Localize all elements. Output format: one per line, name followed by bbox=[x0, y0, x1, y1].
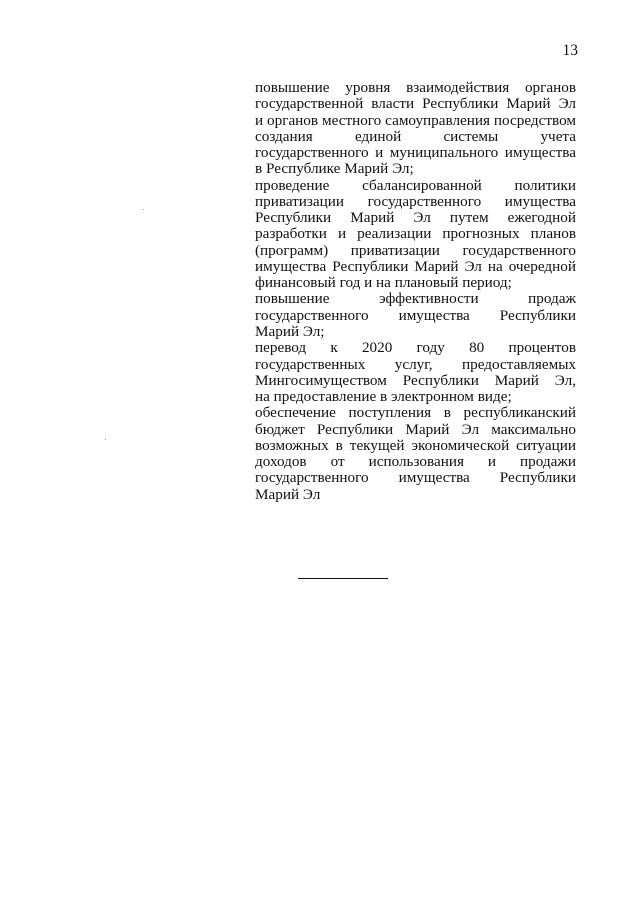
text-line: возможных в текущей экономической ситуации bbox=[255, 436, 576, 454]
text-line: приватизации государственного имущества bbox=[255, 192, 576, 210]
text-line: государственного и муниципального имущества bbox=[255, 144, 576, 162]
text-line: государственной власти Республики Марий Эл bbox=[255, 95, 576, 113]
text-line: разработки и реализации прогнозных планов bbox=[255, 225, 576, 243]
text-line: обеспечение поступления в республиканский bbox=[255, 404, 576, 422]
text-line: Марий Эл; bbox=[255, 322, 325, 340]
text-line: имущества Республики Марий Эл на очередной bbox=[255, 257, 576, 275]
text-line: государственных услуг, предоставляемых bbox=[255, 355, 576, 373]
text-line: бюджет Республики Марий Эл максимально bbox=[255, 420, 576, 438]
text-line: и органов местного самоуправления посредством bbox=[255, 111, 576, 129]
text-line: (программ) приватизации государственного bbox=[255, 241, 576, 259]
text-line: в Республике Марий Эл; bbox=[255, 160, 414, 178]
text-line: Республики Марий Эл путем ежегодной bbox=[255, 209, 576, 227]
text-line: Мингосимуществом Республики Марий Эл, bbox=[255, 371, 576, 389]
text-line: государственного имущества Республики bbox=[255, 306, 576, 324]
document-body bbox=[255, 80, 576, 503]
text-line: повышение уровня взаимодействия органов bbox=[255, 79, 576, 96]
page-number: 13 bbox=[562, 42, 578, 59]
text-line: перевод к 2020 году 80 процентов bbox=[255, 339, 576, 357]
text-line: повышение эффективности продаж bbox=[255, 290, 576, 308]
end-separator-line bbox=[298, 578, 388, 579]
text-line: доходов от использования и продажи bbox=[255, 453, 576, 471]
text-line: финансовый год и на плановый период; bbox=[255, 274, 512, 292]
scan-speck bbox=[143, 209, 144, 210]
paragraph-budget-revenue bbox=[255, 405, 576, 503]
paragraph-interaction bbox=[255, 80, 576, 178]
text-line: на предоставление в электронном виде; bbox=[255, 388, 512, 406]
text-line: проведение сбалансированной политики bbox=[255, 176, 576, 194]
text-line: Марий Эл bbox=[255, 485, 321, 503]
text-line: государственного имущества Республики bbox=[255, 469, 576, 487]
scan-speck bbox=[105, 439, 106, 440]
paragraph-sales-efficiency bbox=[255, 291, 576, 340]
paragraph-electronic-services bbox=[255, 340, 576, 405]
text-line: создания единой системы учета bbox=[255, 127, 576, 145]
paragraph-privatization bbox=[255, 178, 576, 292]
